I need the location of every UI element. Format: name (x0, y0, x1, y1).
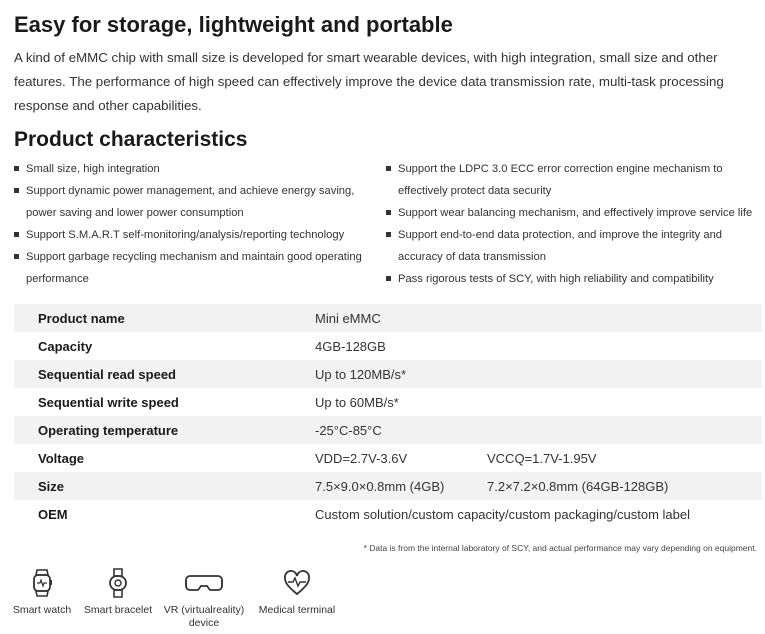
bracelet-icon (107, 568, 129, 598)
spec-value: -25°C-85°C (315, 416, 762, 444)
characteristics-list-right (386, 158, 762, 290)
device-icons (10, 568, 350, 628)
characteristics-list-left (14, 158, 374, 290)
table-row (14, 500, 762, 528)
smartwatch-icon (29, 568, 55, 598)
table-row (14, 416, 762, 444)
heart-pulse-icon (282, 568, 312, 598)
spec-label: Sequential write speed (38, 394, 179, 410)
table-row (14, 360, 762, 388)
list-item: Small size, high integration (14, 158, 374, 180)
spec-value: VDD=2.7V-3.6V (315, 450, 408, 466)
spec-label: Sequential read speed (14, 360, 315, 388)
spec-label: Product name (14, 304, 315, 332)
table-row (14, 332, 762, 360)
spec-value-secondary: 7.2×7.2×0.8mm (64GB-128GB) (487, 472, 762, 500)
table-row (14, 304, 762, 332)
table-row (14, 472, 762, 500)
list-item: Support garbage recycling mechanism and maintain good operating performance (14, 246, 374, 290)
spec-value: Up to 120MB/s* (315, 360, 762, 388)
list-item: Pass rigorous tests of SCY, with high reliability and compatibility (386, 268, 762, 290)
list-item: Support end-to-end data protection, and improve the integrity and accuracy of data transmission (386, 224, 762, 268)
intro-paragraph: A kind of eMMC chip with small size is developed for smart wearable devices, with high integration, small size and other features. The performance of high speed can effectively improve the device data transmission rate, multi-task processing response and other capabilities. (14, 50, 724, 113)
device-label: Medical terminal (258, 604, 336, 616)
spec-value: Up to 60MB/s* (315, 394, 399, 410)
device-vr (162, 568, 246, 630)
device-medical-terminal (256, 568, 338, 617)
list-item: Support S.M.A.R.T self-monitoring/analysis/reporting technology (14, 224, 374, 246)
footnote: * Data is from the internal laboratory of SCY, and actual performance may vary depending on equipment. (363, 543, 757, 553)
device-label: Smart bracelet (83, 604, 153, 616)
spec-label: Size (14, 472, 315, 500)
section-title: Easy for storage, lightweight and portable (14, 12, 453, 37)
table-row (14, 388, 762, 416)
spec-value: 4GB-128GB (315, 338, 386, 354)
spec-label: Operating temperature (14, 416, 315, 444)
device-label: Smart watch (12, 604, 72, 616)
spec-label: Voltage (38, 450, 84, 466)
spec-value: Custom solution/custom capacity/custom packaging/custom label (315, 506, 691, 522)
vr-headset-icon (184, 568, 224, 598)
list-item: Support dynamic power management, and achieve energy saving, power saving and lower power consumption (14, 180, 374, 224)
spec-value: Mini eMMC (315, 304, 762, 332)
list-item: Support the LDPC 3.0 ECC error correction engine mechanism to effectively protect data security (386, 158, 762, 202)
spec-table (14, 304, 762, 528)
spec-label: OEM (38, 506, 68, 522)
table-row (14, 444, 762, 472)
spec-value: 7.5×9.0×0.8mm (4GB) (315, 472, 487, 500)
characteristics-title: Product characteristics (14, 128, 248, 151)
device-smart-watch (10, 568, 74, 617)
device-label: VR (virtualreality) device (163, 604, 245, 629)
spec-label: Capacity (38, 338, 93, 354)
spec-value-secondary: VCCQ=1.7V-1.95V (487, 450, 597, 466)
device-smart-bracelet (82, 568, 154, 617)
list-item: Support wear balancing mechanism, and effectively improve service life (386, 202, 762, 224)
